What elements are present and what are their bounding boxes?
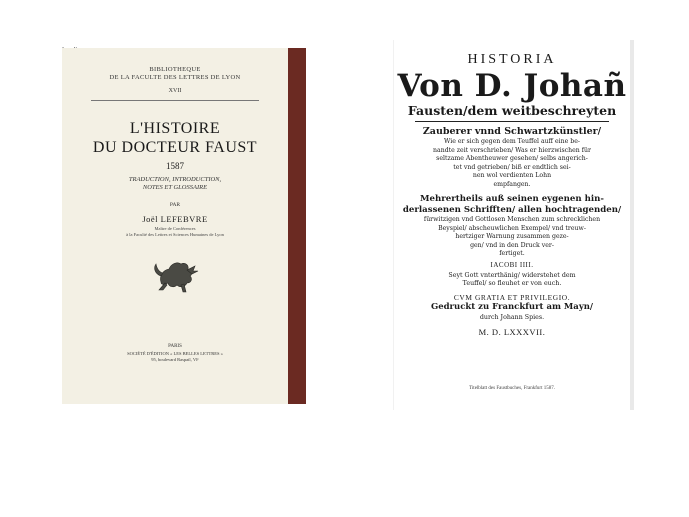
mehrertheils-block — [394, 194, 630, 216]
par-label: PAR — [169, 202, 181, 208]
description-line: empfangen. — [493, 180, 531, 188]
printed-in-line: Gedruckt zu Franckfurt am Mayn/ — [430, 301, 594, 312]
book-year: 1587 — [166, 161, 184, 171]
publisher-name: SOCIÉTÉ D'ÉDITION « LES BELLES LETTRES » — [127, 351, 223, 356]
description-line: Beyspiel/ abscheuwlichen Exempel/ vnd treuw- — [438, 224, 586, 232]
mehrertheils-line: derlassenen Schrifften/ allen hochtragenden/ — [402, 205, 622, 215]
series-line-1: BIBLIOTHEQUE — [149, 66, 201, 73]
volume-number: XVII — [168, 88, 182, 94]
lion-emblem-icon — [147, 252, 203, 296]
author-info — [62, 226, 288, 238]
scripture-quote — [394, 272, 630, 289]
heading-rule — [415, 121, 609, 122]
book-title-line-1: L'HISTOIRE — [129, 120, 221, 137]
author-name: Joël LEFEBVRE — [142, 214, 208, 224]
description-line: gen/ vnd in den Druck ver- — [470, 241, 554, 249]
roman-year: M. D. LXXXVII. — [478, 326, 546, 337]
description-line: Wie er sich gegen dem Teuffel auff eine be- — [444, 138, 580, 145]
description-line: seltzame Abentheuwer gesehen/ selbs angerich- — [436, 155, 588, 162]
printer-line: durch Johann Spies. — [479, 313, 545, 321]
jacobi-reference: IACOBI IIII. — [490, 260, 534, 269]
description-block-1 — [394, 138, 630, 189]
left-book-cover — [62, 48, 306, 404]
subtitle-line-1: TRADUCTION, INTRODUCTION, — [128, 176, 222, 183]
book-subtitle — [62, 176, 288, 192]
page-caption: Titelblatt des Faustbuches, Frankfurt 1587. — [469, 386, 555, 391]
author-info-line-1: Maître de Conférences — [154, 226, 196, 231]
publisher-place: PARIS — [168, 344, 182, 349]
author-info-line-2: à la Faculté des Lettres et Sciences Humaines de Lyon — [126, 232, 224, 237]
scripture-line: Teuffel/ so fleuhet er von euch. — [462, 280, 562, 287]
mehrertheils-line: Mehrertheils auß seinen eygenen hin- — [420, 194, 604, 204]
publisher-address: 95, boulevard Raspail, VIᵉ — [151, 357, 199, 362]
series-title — [62, 66, 288, 82]
description-line: hertziger Warnung zusammen geze- — [455, 233, 569, 240]
historia-heading: HISTORIA — [467, 52, 557, 67]
description-line: nandte zeit verschrieben/ Was er hierzwischen für — [433, 146, 591, 154]
cum-gratia-line: CVM GRATIA ET PRIVILEGIO. — [453, 292, 571, 302]
description-block-2 — [394, 216, 630, 259]
description-line: nen wol verdienten Lohn — [472, 172, 552, 179]
description-line: fürwitzigen vnd Gottlosen Menschen zum schrecklichen — [423, 216, 601, 223]
left-book-cover-face — [62, 48, 288, 404]
subtitle-line-2: NOTES ET GLOSSAIRE — [142, 184, 208, 191]
description-line: tet vnd getrieben/ biß er endtlich sei- — [453, 163, 571, 171]
right-title-page — [393, 40, 634, 410]
book-title-line-2: DU DOCTEUR FAUST — [92, 139, 258, 156]
fausten-heading: Fausten/dem weitbeschreyten — [407, 103, 617, 118]
von-johann-heading: Von D. Johañ — [397, 68, 627, 104]
divider-rule — [91, 100, 259, 101]
zauberer-line: Zauberer vnnd Schwartzkünstler/ — [422, 126, 602, 137]
scripture-line: Seyt Gott vnterthänig/ widerstehet dem — [448, 271, 576, 279]
series-line-2: DE LA FACULTE DES LETTRES DE LYON — [109, 74, 241, 81]
description-line: fertiget. — [499, 250, 525, 257]
